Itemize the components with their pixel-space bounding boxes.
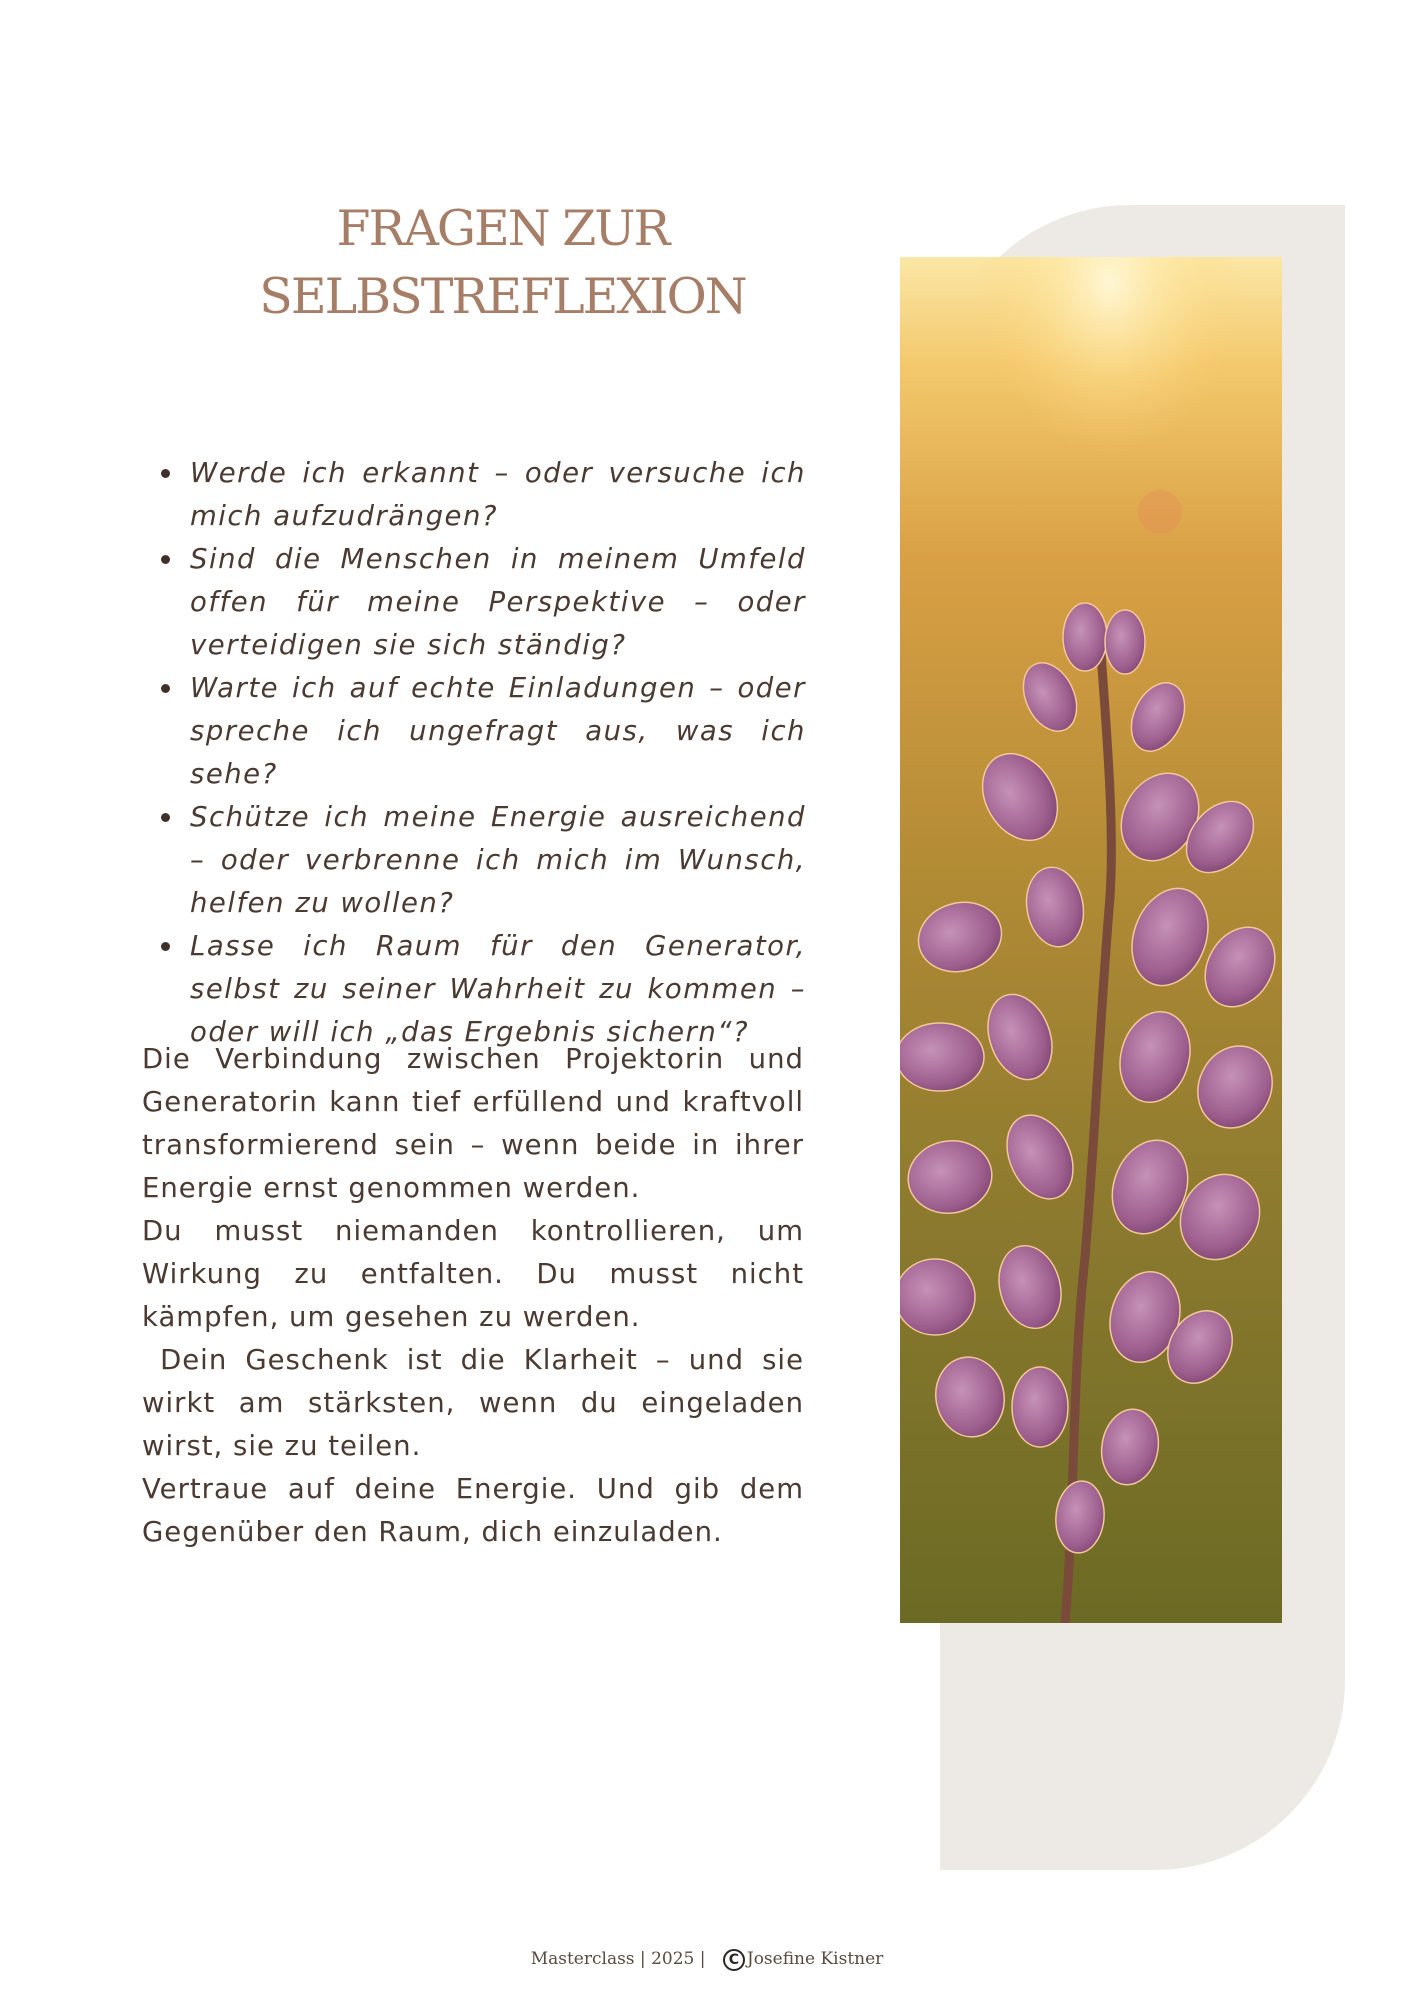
paragraph: Du musst niemanden kontrollieren, um Wirkung zu entfalten. Du musst nicht kämpfen, um gesehen zu werden. bbox=[142, 1215, 804, 1333]
copyright-icon: C bbox=[723, 1949, 745, 1971]
question-item: Schütze ich meine Energie ausreichend – oder verbrenne ich mich im Wunsch, helfen zu wollen? bbox=[190, 796, 806, 925]
question-item: Warte ich auf echte Einladungen – oder spreche ich ungefragt aus, was ich sehe? bbox=[190, 667, 806, 796]
paragraph: Die Verbindung zwischen Projektorin und Generatorin kann tief erfüllend und kraftvoll transformierend sein – wenn beide in ihrer Energie ernst genommen werden. bbox=[142, 1043, 804, 1204]
page-title bbox=[150, 195, 855, 331]
question-item: Sind die Menschen in meinem Umfeld offen für meine Perspektive – oder verteidigen sie sich ständig? bbox=[190, 538, 806, 667]
paragraph: Vertraue auf deine Energie. Und gib dem Gegenüber den Raum, dich einzuladen. bbox=[142, 1473, 804, 1548]
closing-text bbox=[142, 1038, 814, 1554]
footer-text: Masterclass | 2025 | bbox=[530, 1949, 706, 1969]
reflection-questions-list bbox=[190, 452, 806, 1054]
paragraph: Dein Geschenk ist die Klarheit – und sie wirkt am stärksten, wenn du eingeladen wirst, sie zu teilen. bbox=[142, 1344, 814, 1462]
footer-author: Josefine Kistner bbox=[746, 1949, 884, 1969]
title-line-2: SELBSTREFLEXION bbox=[259, 268, 746, 325]
question-item: Lasse ich Raum für den Generator, selbst zu seiner Wahrheit zu kommen – oder will ich „das Ergebnis sichern“? bbox=[190, 925, 806, 1054]
lupine-flower-photo bbox=[900, 257, 1282, 1623]
title-line-1: FRAGEN ZUR bbox=[336, 200, 669, 257]
page-footer bbox=[0, 1948, 1414, 1971]
question-item: Werde ich erkannt – oder versuche ich mich aufzudrängen? bbox=[190, 452, 806, 538]
lupine-flower-image bbox=[900, 257, 1282, 1623]
